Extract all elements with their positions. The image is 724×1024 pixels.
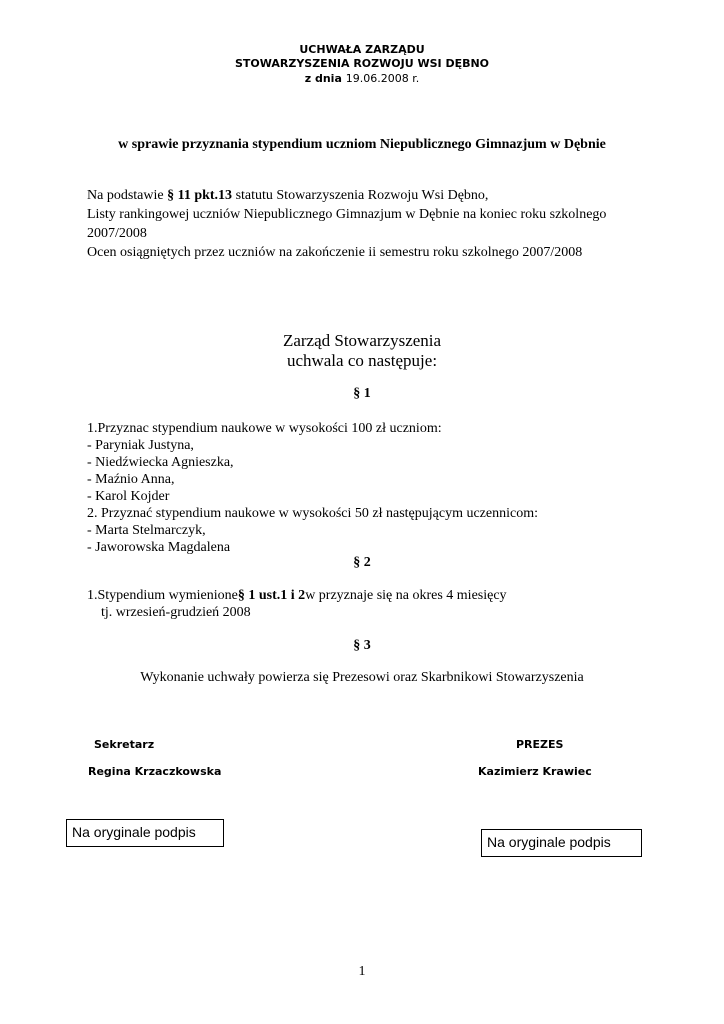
section-2-ref: § 1 ust.1 i 2 — [237, 588, 306, 603]
date-prefix: z dnia — [304, 72, 342, 85]
student-list-item: - Niedźwiecka Agnieszka, — [87, 455, 234, 470]
resolution-title-colon: : — [432, 351, 438, 370]
secretary-name: Regina Krzaczkowska — [88, 765, 222, 778]
section-1-item-2: 2. Przyznać stypendium naukowe w wysokości 50 zł następującym uczennicom: — [87, 506, 538, 521]
basis-rest: statutu Stowarzyszenia Rozwoju Wsi Dębno, — [232, 188, 489, 203]
student-list-item: - Jaworowska Magdalena — [87, 540, 231, 555]
section-2-text — [87, 587, 507, 604]
section-2-period: tj. wrzesień-grudzień 2008 — [101, 605, 251, 620]
student-list-item: - Maźnio Anna, — [87, 472, 175, 487]
basis-line-2: Listy rankingowej uczniów Niepublicznego Gimnazjum w Dębnie na koniec roku szkolnego — [87, 207, 607, 222]
secretary-role: Sekretarz — [94, 738, 155, 751]
resolution-title-line-2 — [0, 351, 724, 371]
left-signature-box: Na oryginale podpis — [66, 819, 224, 847]
resolution-subject: w sprawie przyznania stypendium uczniom Niepublicznego Gimnazjum w Dębnie — [118, 137, 606, 152]
student-list-item: - Marta Stelmarczyk, — [87, 523, 206, 538]
header-organization: STOWARZYSZENIA ROZWOJU WSI DĘBNO — [234, 57, 490, 70]
page-number: 1 — [358, 964, 366, 979]
basis-line-1 — [87, 187, 488, 204]
right-signature-box: Na oryginale podpis — [481, 829, 642, 857]
section-1-mark: § 1 — [353, 386, 371, 401]
section-2-mark: § 2 — [353, 555, 371, 570]
section-2-text-a: 1.Stypendium wymienione — [87, 588, 238, 603]
basis-line-4: Ocen osiągniętych przez uczniów na zakończenie ii semestru roku szkolnego 2007/2008 — [87, 245, 583, 260]
student-list-item: - Karol Kojder — [87, 489, 170, 504]
basis-line-3: 2007/2008 — [87, 226, 147, 241]
basis-ref: § 11 pkt.13 — [167, 188, 233, 203]
date-value: 19.06.2008 r. — [345, 72, 420, 85]
section-1-item-1: 1.Przyznac stypendium naukowe w wysokości 100 zł uczniom: — [87, 421, 442, 436]
section-3-mark: § 3 — [353, 638, 371, 653]
student-list-item: - Paryniak Justyna, — [87, 438, 194, 453]
header-title: UCHWAŁA ZARZĄDU — [299, 43, 425, 56]
header-date — [0, 72, 724, 85]
president-name: Kazimierz Krawiec — [478, 765, 592, 778]
section-2-text-b: w przyznaje się na okres 4 miesięcy — [305, 588, 507, 603]
resolution-title-text: uchwala co następuje — [286, 351, 433, 370]
section-3-text: Wykonanie uchwały powierza się Prezesowi oraz Skarbnikowi Stowarzyszenia — [140, 670, 584, 685]
president-role: PREZES — [516, 738, 564, 751]
resolution-title-line-1: Zarząd Stowarzyszenia — [282, 331, 442, 350]
basis-prefix: Na podstawie — [87, 188, 168, 203]
